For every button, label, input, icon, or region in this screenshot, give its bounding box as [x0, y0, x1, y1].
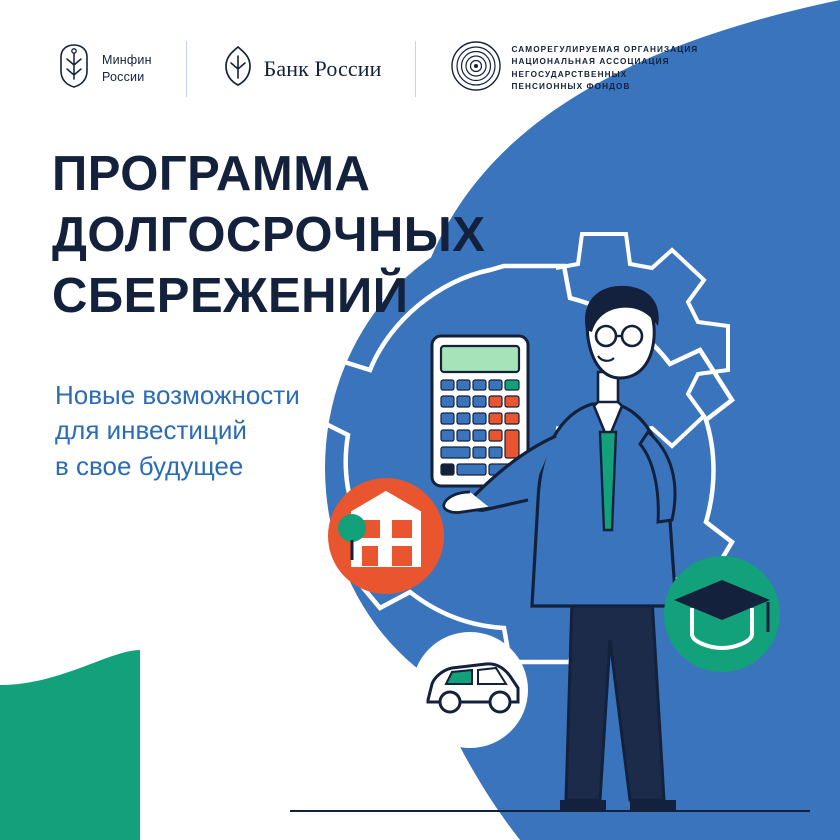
headline-line-2: ДОЛГОСРОЧНЫХ: [52, 207, 486, 262]
logo-divider-2: [415, 41, 416, 97]
subheadline-line-3: в свое будущее: [55, 450, 244, 481]
logo-row: [55, 40, 698, 97]
logo-napf: [450, 40, 698, 97]
headline-line-3: СБЕРЕЖЕНИЙ: [52, 268, 409, 323]
background-green-corner: [0, 650, 140, 840]
headline-line-1: ПРОГРАММА: [52, 147, 371, 201]
subheadline-line-2: для инвестиций: [55, 415, 247, 446]
napf-spiral-icon: [450, 40, 502, 97]
logo-minfin-label: Минфин России: [102, 52, 152, 84]
bank-of-russia-emblem-icon: [221, 44, 255, 93]
logo-napf-label: САМОРЕГУЛИРУЕМАЯ ОРГАНИЗАЦИЯ НАЦИОНАЛЬНАЯ АССОЦИАЦИЯ НЕГОСУДАРСТВЕННЫХ ПЕНСИОННЫХ ФОНДОВ: [511, 44, 699, 91]
logo-minfin: [55, 43, 152, 94]
russia-coat-of-arms-icon: [55, 43, 93, 94]
logo-divider-1: [186, 41, 187, 97]
subheadline-line-1: Новые возможности: [55, 380, 300, 410]
logo-cbr: [221, 44, 382, 93]
ground-line: [290, 810, 810, 812]
headline: [52, 144, 572, 326]
logo-cbr-label: Банк России: [263, 55, 382, 81]
subheadline: [55, 378, 385, 484]
